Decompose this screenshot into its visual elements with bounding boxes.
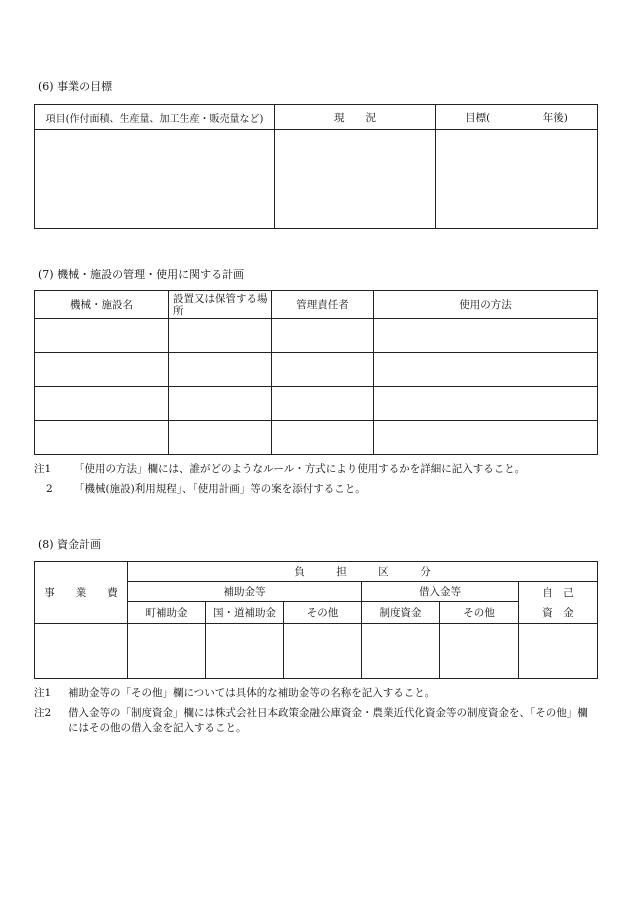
- section-7-heading: (7) 機械・施設の管理・使用に関する計画: [38, 268, 245, 281]
- note-number: 注2: [34, 707, 52, 719]
- table-cell[interactable]: [35, 421, 169, 455]
- table-cell[interactable]: [284, 624, 362, 679]
- section-6-heading: (6) 事業の目標: [38, 80, 113, 93]
- note-text: 「使用の方法」欄には、誰がどのようなルール・方式により使用するかを詳細に記入すること。: [74, 463, 526, 475]
- note-text: 補助金等の「その他」欄については具体的な補助金等の名称を記入すること。: [68, 687, 436, 699]
- equipment-col-name: 機械・施設名: [35, 291, 169, 319]
- own-funds-line-1: 自 己: [542, 586, 574, 599]
- funding-col-subsidy-other: その他: [284, 602, 362, 624]
- equipment-col-location: 設置又は保管する場所: [169, 291, 272, 319]
- table-cell[interactable]: [272, 353, 374, 387]
- goals-col-item: 項目(作付面積、生産量、加工生産・販売量など): [35, 105, 275, 130]
- table-cell[interactable]: [35, 624, 128, 679]
- note-number: 注1: [34, 463, 52, 475]
- table-cell[interactable]: [374, 421, 598, 455]
- funding-col-loan-other: その他: [440, 602, 519, 624]
- goals-cell-item[interactable]: [35, 130, 275, 229]
- funding-col-town-subsidy: 町補助金: [128, 602, 206, 624]
- goals-cell-current[interactable]: [275, 130, 436, 229]
- table-cell[interactable]: [272, 387, 374, 421]
- table-cell[interactable]: [35, 353, 169, 387]
- table-cell[interactable]: [169, 421, 272, 455]
- goals-col-current: 現 況: [275, 105, 436, 130]
- table-cell[interactable]: [440, 624, 519, 679]
- equipment-plan-table: [34, 290, 598, 455]
- funding-plan-table: [34, 561, 598, 679]
- table-cell[interactable]: [272, 421, 374, 455]
- equipment-note-2: [34, 482, 597, 497]
- equipment-col-manager: 管理責任者: [272, 291, 374, 319]
- table-cell[interactable]: [206, 624, 284, 679]
- goals-cell-target[interactable]: [436, 130, 598, 229]
- note-number: 注1: [34, 687, 52, 699]
- table-cell[interactable]: [374, 387, 598, 421]
- funding-col-project-cost: 事 業 費: [35, 562, 128, 624]
- goals-col-target: 目標( 年後): [436, 105, 598, 130]
- table-cell[interactable]: [128, 624, 206, 679]
- note-text: 「機械(施設)利用規程」、「使用計画」等の案を添付すること。: [74, 483, 366, 495]
- note-number: 2: [46, 483, 53, 495]
- table-cell[interactable]: [35, 319, 169, 353]
- own-funds-line-2: 資 金: [542, 606, 574, 619]
- funding-col-burden: 負 担 区 分: [128, 562, 598, 582]
- note-text: 借入金等の「制度資金」欄には株式会社日本政策金融公庫資金・農業近代化資金等の制度資金を、「その他」欄にはその他の借入金を記入すること。: [68, 707, 588, 734]
- table-cell[interactable]: [169, 387, 272, 421]
- equipment-col-usage: 使用の方法: [374, 291, 598, 319]
- equipment-note-1: [34, 462, 597, 477]
- table-cell[interactable]: [169, 353, 272, 387]
- section-8-heading: (8) 資金計画: [38, 538, 102, 551]
- table-cell[interactable]: [374, 353, 598, 387]
- table-cell[interactable]: [169, 319, 272, 353]
- table-cell[interactable]: [374, 319, 598, 353]
- business-goals-table: [34, 104, 598, 229]
- table-cell[interactable]: [35, 387, 169, 421]
- table-cell[interactable]: [272, 319, 374, 353]
- funding-col-own-funds: [519, 582, 598, 624]
- table-cell[interactable]: [519, 624, 598, 679]
- funding-note-2: [34, 706, 597, 736]
- table-cell[interactable]: [362, 624, 440, 679]
- funding-note-1: [34, 686, 597, 701]
- funding-col-subsidy: 補助金等: [128, 582, 362, 602]
- funding-col-national-subsidy: 国・道補助金: [206, 602, 284, 624]
- funding-col-loan: 借入金等: [362, 582, 519, 602]
- funding-col-institutional-loan: 制度資金: [362, 602, 440, 624]
